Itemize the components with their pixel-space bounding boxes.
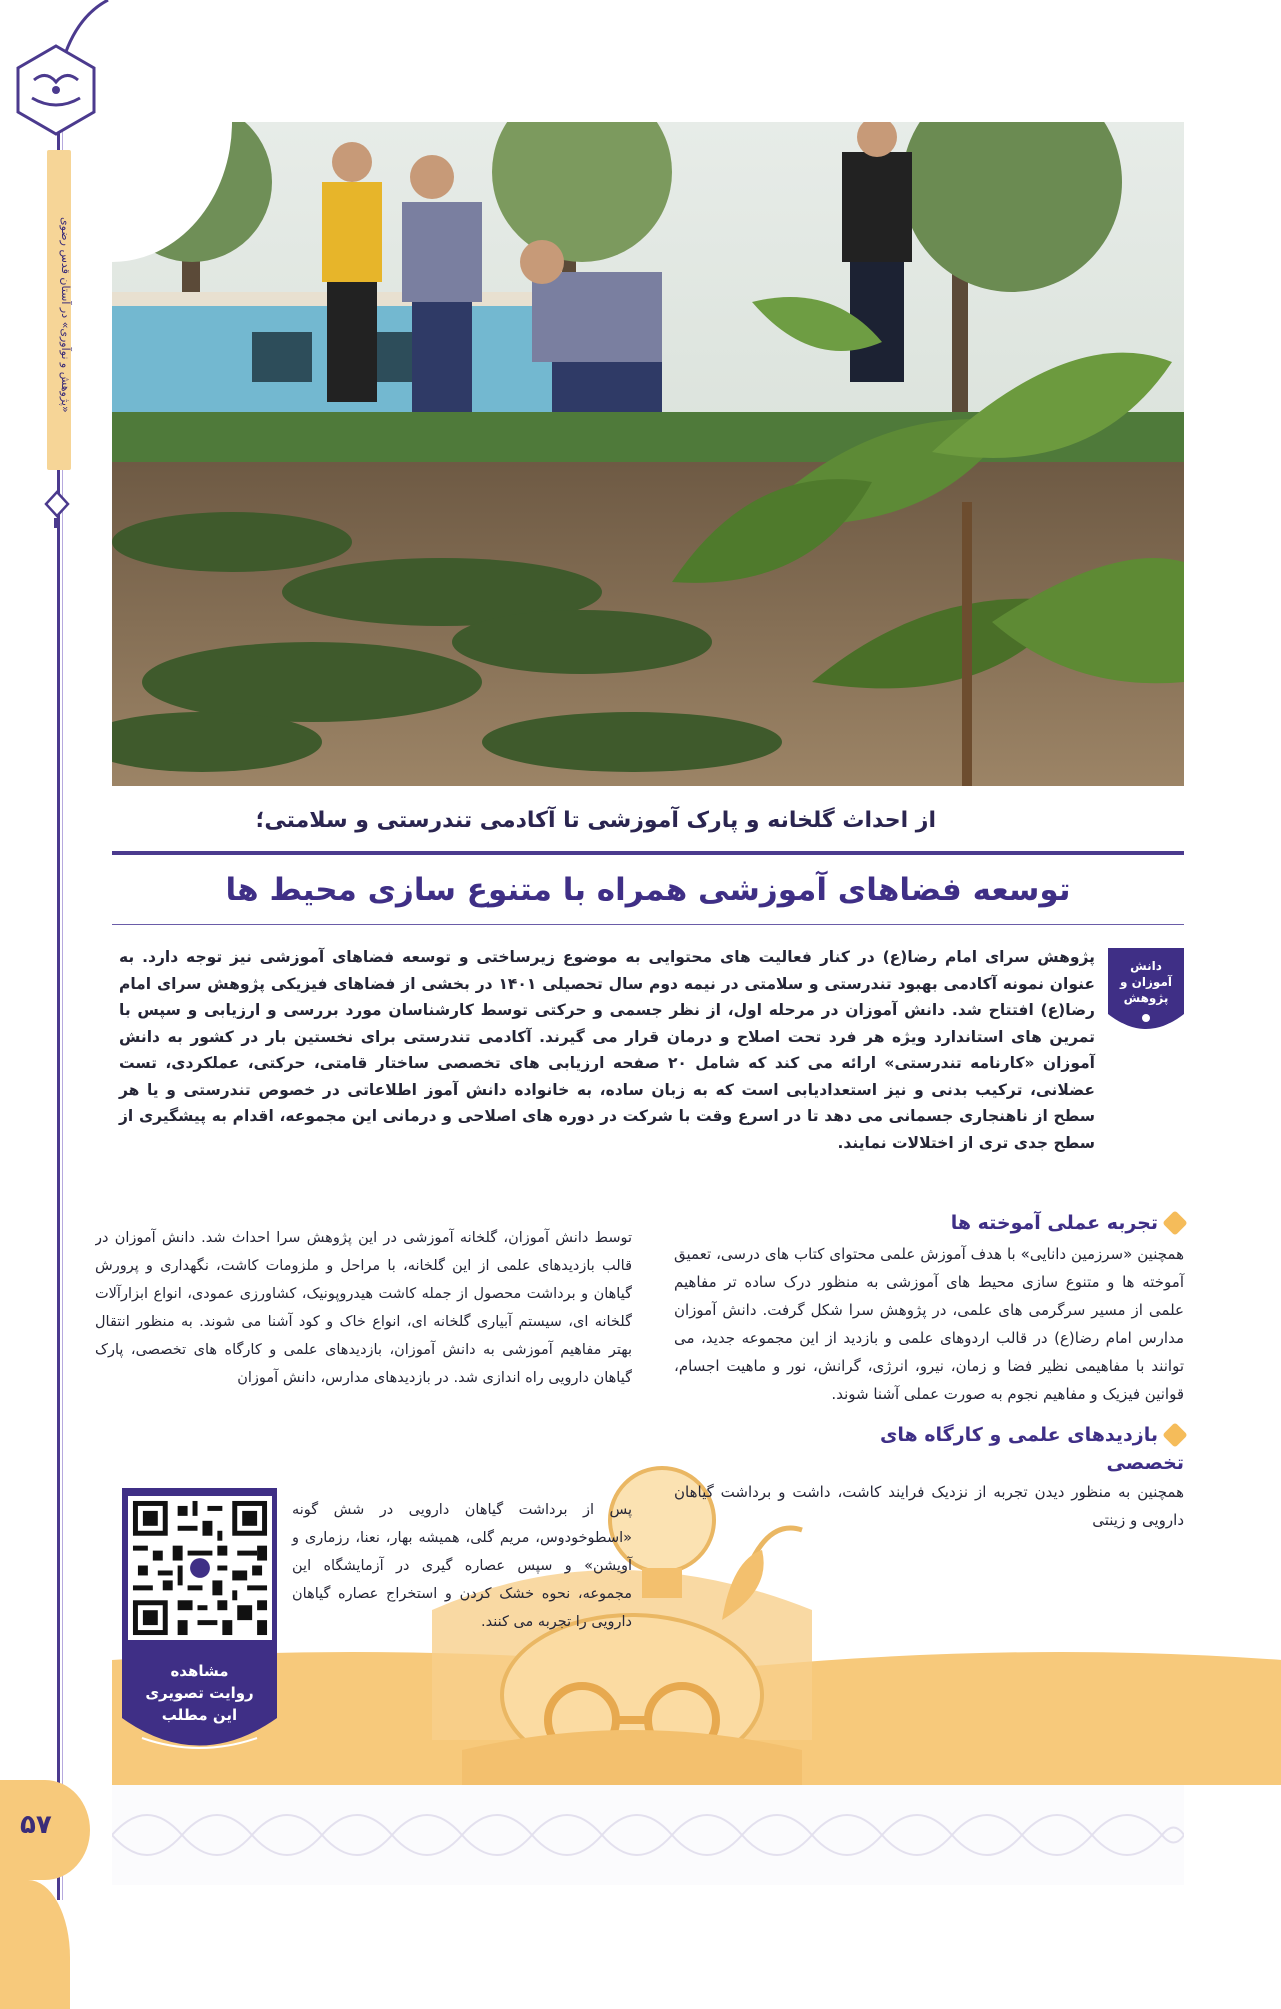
- intro-paragraph: پژوهش سرای امام رضا(ع) در کنار فعالیت های محتوایی به موضوع زیرساختی و توسعه فضاهای آموزشی نیز توجه دارد. به عنوان نمونه آکادمی بهبود تندرستی و سلامتی در نیمه دوم سال تحصیلی ۱۴۰۱ در بخشی از فضاهای فیزیکی پژوهش سرای امام رضا(ع) افتتاح شد. دانش آموزان در مرحله اول، از نظر جسمی و حرکتی توسط کارشناسان مورد بررسی و ارزیابی و سپس با تمرین های استاندارد ویژه هر فرد تحت اصلاح و درمان قرار می گیرند. آکادمی تندرستی برای نخستین بار در کشور به دانش آموزان «کارنامه تندرستی» ارائه می کند که شامل ۲۰ صفحه ارزیابی های تخصصی ساختار قامتی، حرکتی، عملکردی، تست عضلانی، ترکیب بدنی و نیز استعدادیابی است که به زبان ساده، به خانواده دانش آموز اطلاعاتی در خصوص تندرستی و یا هر سطح از ناهنجاری جسمانی می دهد تا در اسرع وقت با شرکت در دوره های اصلاحی و درمانی این مجموعه، اقدام به پیشگیری از سطح جدی تری از اختلالات نمایند.: [119, 948, 1095, 1152]
- page-number: ۵۷: [20, 1810, 52, 1840]
- section1-title: تجربه عملی آموخته ها: [950, 1212, 1158, 1234]
- diamond-bullet-icon: [1162, 1210, 1187, 1235]
- section2-title: بازدیدهای علمی و کارگاه های: [880, 1424, 1158, 1446]
- article-title: توسعه فضاهای آموزشی همراه با متنوع سازی محیط ها: [225, 872, 1071, 908]
- qr-label-line1: مشاهده: [170, 1662, 229, 1680]
- diamond-bullet-icon: [1162, 1422, 1187, 1447]
- article-subtitle: از احداث گلخانه و پارک آموزشی تا آکادمی تندرستی و سلامتی؛: [255, 808, 936, 833]
- section2-text: همچنین به منظور دیدن تجربه از نزدیک فرایند کاشت، داشت و برداشت گیاهان دارویی و زینتی: [674, 1483, 1184, 1529]
- title-divider-thin: [112, 924, 1184, 925]
- badge-label: دانش آموزان و پژوهش: [1120, 959, 1172, 1005]
- qr-code-icon[interactable]: [128, 1496, 272, 1640]
- section2-title-line2: تخصصی: [1106, 1452, 1184, 1474]
- left-column-text-top: توسط دانش آموزان، گلخانه آموزشی در این پژوهش سرا احداث شد. دانش آموزان در قالب بازدیدهای علمی از این گلخانه، با مراحل و ملزومات کاشت، نگهداری و پرورش گیاهان و برداشت محصول از جمله کاشت هیدروپونیک، کشاورزی عمودی، انواع ابزارآلات گلخانه ای، سیستم آبیاری گلخانه ای، انواع خاک و کود آشنا می شوند. به منظور انتقال بهتر مفاهیم آموزشی به دانش آموزان، بازدیدهای علمی و کارگاه های تخصصی، پارک گیاهان دارویی راه اندازی شد. در بازدیدهای مدارس، دانش آموزان: [95, 1230, 632, 1386]
- qr-label: [122, 1660, 277, 1726]
- greenhouse-scene-image: [112, 122, 1184, 786]
- footer-ornament: [112, 1785, 1184, 1885]
- left-column-text-bottom: پس از برداشت گیاهان دارویی در شش گونه «اسطوخودوس، مریم گلی، همیشه بهار، نعنا، رزماری و آویشن» و سپس عصاره گیری در آزمایشگاه این مجموعه، نحوه خشک کردن و استخراج عصاره گیاهان دارویی را تجربه می کنند.: [292, 1502, 632, 1630]
- left-decorative-strip: [0, 0, 112, 2009]
- right-column: [674, 1212, 1184, 1534]
- logo-emblem-icon: [6, 40, 106, 140]
- title-divider: [112, 851, 1184, 855]
- qr-label-line2: روایت تصویری: [145, 1684, 254, 1702]
- section-heading-practical: [674, 1212, 1184, 1234]
- diamond-ornament-icon: [44, 490, 70, 530]
- vertical-caption: «پژوهش و نوآوری» در آستان قدس رضوی: [59, 217, 72, 413]
- section1-text: همچنین «سرزمین دانایی» با هدف آموزش علمی محتوای کتاب های درسی، تعمیق آموخته ها و متنوع سازی محیط های آموزشی به منظور درک ساده تر مفاهیم علمی از مسیر سرگرمی های علمی، در پژوهش سرا شکل گرفت. دانش آموزان مدارس امام رضا(ع) در قالب اردوهای علمی و بازدید از این مجموعه جدید، می توانند با مفاهیمی نظیر فضا و زمان، نیرو، انرژی، گرانش، نور و ماهیت اجسام، قوانین فیزیک و مفاهیم نجوم به صورت عملی آشنا شوند.: [674, 1245, 1184, 1403]
- section-heading-visits: [674, 1424, 1184, 1446]
- hero-photo: [112, 122, 1184, 786]
- qr-label-line3: این مطلب: [161, 1706, 238, 1724]
